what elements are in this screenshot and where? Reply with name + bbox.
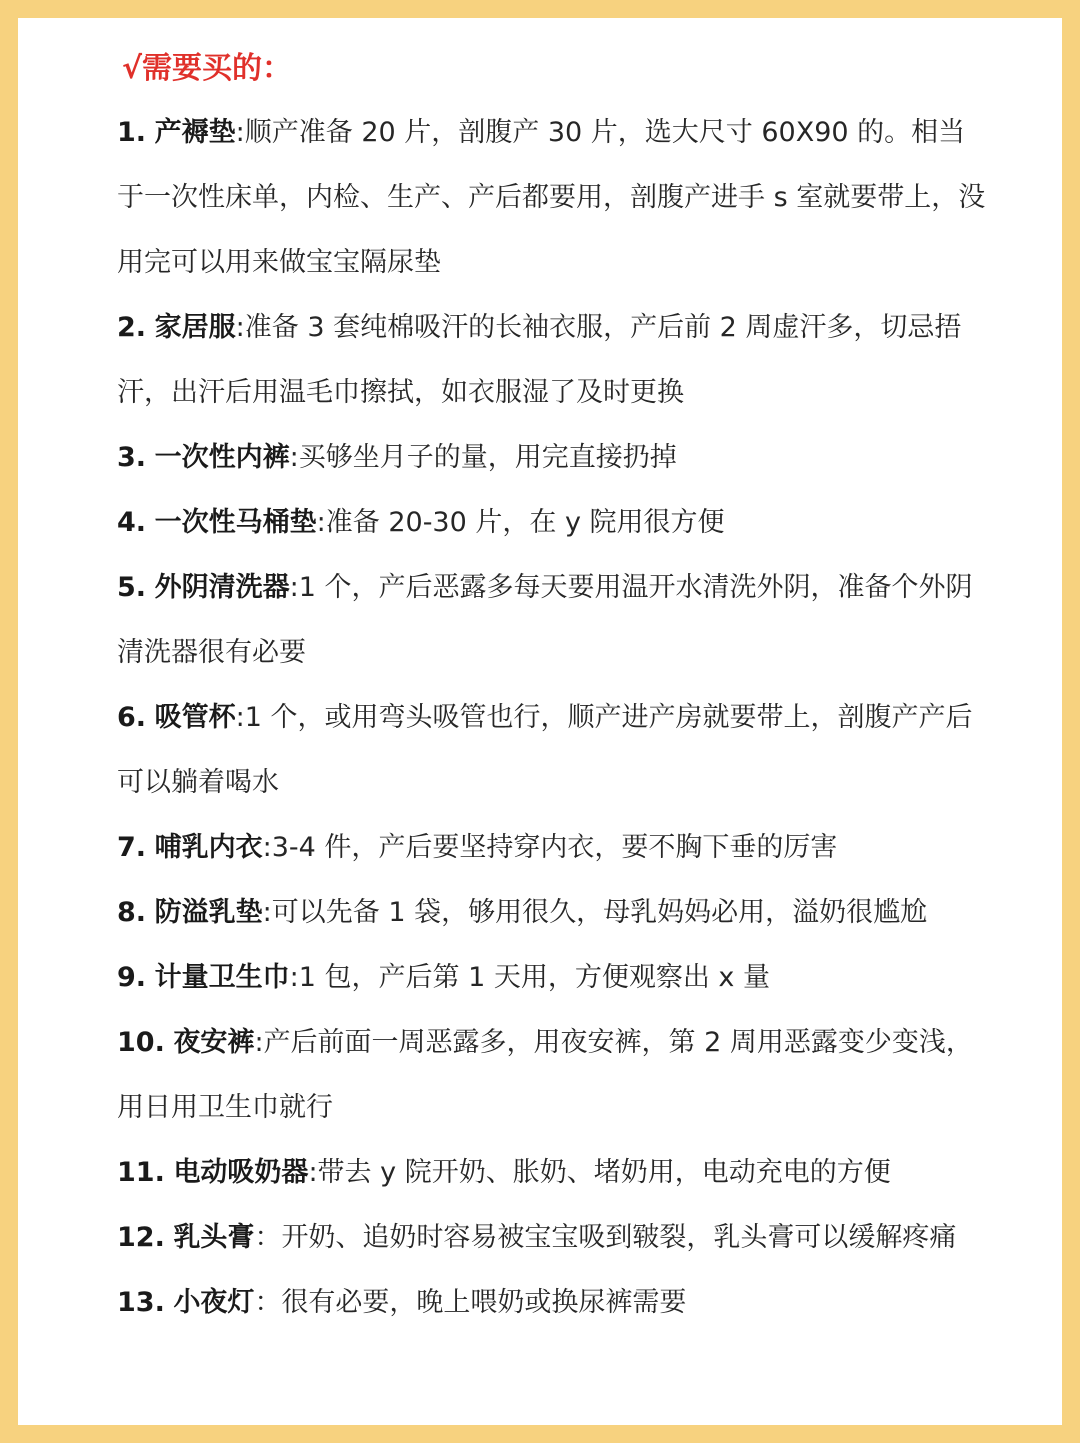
- item-description: 准备 3 套纯棉吸汗的长袖衣服，产后前 2 周虚汗多，切忌捂汗，出汗后用温毛巾擦拭，如衣服湿了及时更换: [117, 312, 962, 408]
- list-item: [117, 945, 987, 1010]
- list-item: [117, 1140, 987, 1205]
- item-separator: ：: [254, 1287, 282, 1318]
- item-number: 10.: [117, 1027, 165, 1058]
- item-term: 吸管杯: [154, 702, 236, 733]
- list-item: [117, 880, 987, 945]
- item-description: 很有必要，晚上喂奶或换尿裤需要: [281, 1287, 687, 1318]
- list-item: [117, 490, 987, 555]
- item-description: 1 个，或用弯头吸管也行，顺产进产房就要带上，剖腹产产后可以躺着喝水: [117, 702, 973, 798]
- item-separator: :: [262, 897, 272, 928]
- item-term: 一次性马桶垫: [154, 507, 317, 538]
- item-term: 计量卫生巾: [154, 962, 290, 993]
- item-description: 3-4 件，产后要坚持穿内衣，要不胸下垂的厉害: [271, 832, 838, 863]
- item-description: 买够坐月子的量，用完直接扔掉: [298, 442, 677, 473]
- shopping-list: [117, 100, 987, 1335]
- item-term: 产褥垫: [154, 117, 236, 148]
- list-item: [117, 100, 987, 295]
- item-separator: :: [316, 507, 326, 538]
- item-number: 1.: [117, 117, 147, 148]
- item-description: 可以先备 1 袋，够用很久，母乳妈妈必用，溢奶很尴尬: [271, 897, 928, 928]
- item-description: 带去 y 院开奶、胀奶、堵奶用，电动充电的方便: [317, 1157, 891, 1188]
- item-number: 2.: [117, 312, 147, 343]
- item-number: 5.: [117, 572, 147, 603]
- item-description: 准备 20-30 片，在 y 院用很方便: [325, 507, 725, 538]
- item-term: 外阴清洗器: [154, 572, 290, 603]
- list-item: [117, 685, 987, 815]
- list-item: [117, 1205, 987, 1270]
- section-heading: √需要买的：: [122, 51, 293, 86]
- item-term: 家居服: [154, 312, 236, 343]
- list-item: [117, 295, 987, 425]
- item-term: 一次性内裤: [154, 442, 290, 473]
- list-item: [117, 815, 987, 880]
- item-description: 1 个，产后恶露多每天要用温开水清洗外阴，准备个外阴清洗器很有必要: [117, 572, 973, 668]
- item-number: 11.: [117, 1157, 165, 1188]
- list-item: [117, 1010, 987, 1140]
- item-number: 8.: [117, 897, 147, 928]
- item-number: 9.: [117, 962, 147, 993]
- item-separator: :: [289, 442, 299, 473]
- item-separator: ：: [254, 1222, 282, 1253]
- item-description: 产后前面一周恶露多，用夜安裤，第 2 周用恶露变少变浅，用日用卫生巾就行: [117, 1027, 973, 1123]
- list-item: [117, 425, 987, 490]
- item-term: 防溢乳垫: [154, 897, 263, 928]
- item-description: 1 包，产后第 1 天用，方便观察出 x 量: [298, 962, 770, 993]
- list-item: [117, 555, 987, 685]
- item-number: 13.: [117, 1287, 165, 1318]
- item-number: 7.: [117, 832, 147, 863]
- item-number: 6.: [117, 702, 147, 733]
- item-number: 3.: [117, 442, 147, 473]
- item-separator: :: [262, 832, 272, 863]
- item-number: 4.: [117, 507, 147, 538]
- item-term: 小夜灯: [173, 1287, 255, 1318]
- list-item: [117, 1270, 987, 1335]
- item-term: 哺乳内衣: [154, 832, 263, 863]
- item-term: 夜安裤: [173, 1027, 255, 1058]
- item-description: 顺产准备 20 片，剖腹产 30 片，选大尺寸 60X90 的。相当于一次性床单，内检、生产、产后都要用，剖腹产进手 s 室就要带上，没用完可以用来做宝宝隔尿垫: [117, 117, 986, 278]
- item-term: 电动吸奶器: [173, 1157, 309, 1188]
- item-number: 12.: [117, 1222, 165, 1253]
- item-separator: :: [254, 1027, 264, 1058]
- item-description: 开奶、追奶时容易被宝宝吸到皲裂，乳头膏可以缓解疼痛: [281, 1222, 957, 1253]
- item-separator: :: [235, 702, 245, 733]
- item-separator: :: [308, 1157, 318, 1188]
- item-separator: :: [235, 312, 245, 343]
- item-term: 乳头膏: [173, 1222, 255, 1253]
- item-separator: :: [289, 962, 299, 993]
- item-separator: :: [289, 572, 299, 603]
- item-separator: :: [235, 117, 245, 148]
